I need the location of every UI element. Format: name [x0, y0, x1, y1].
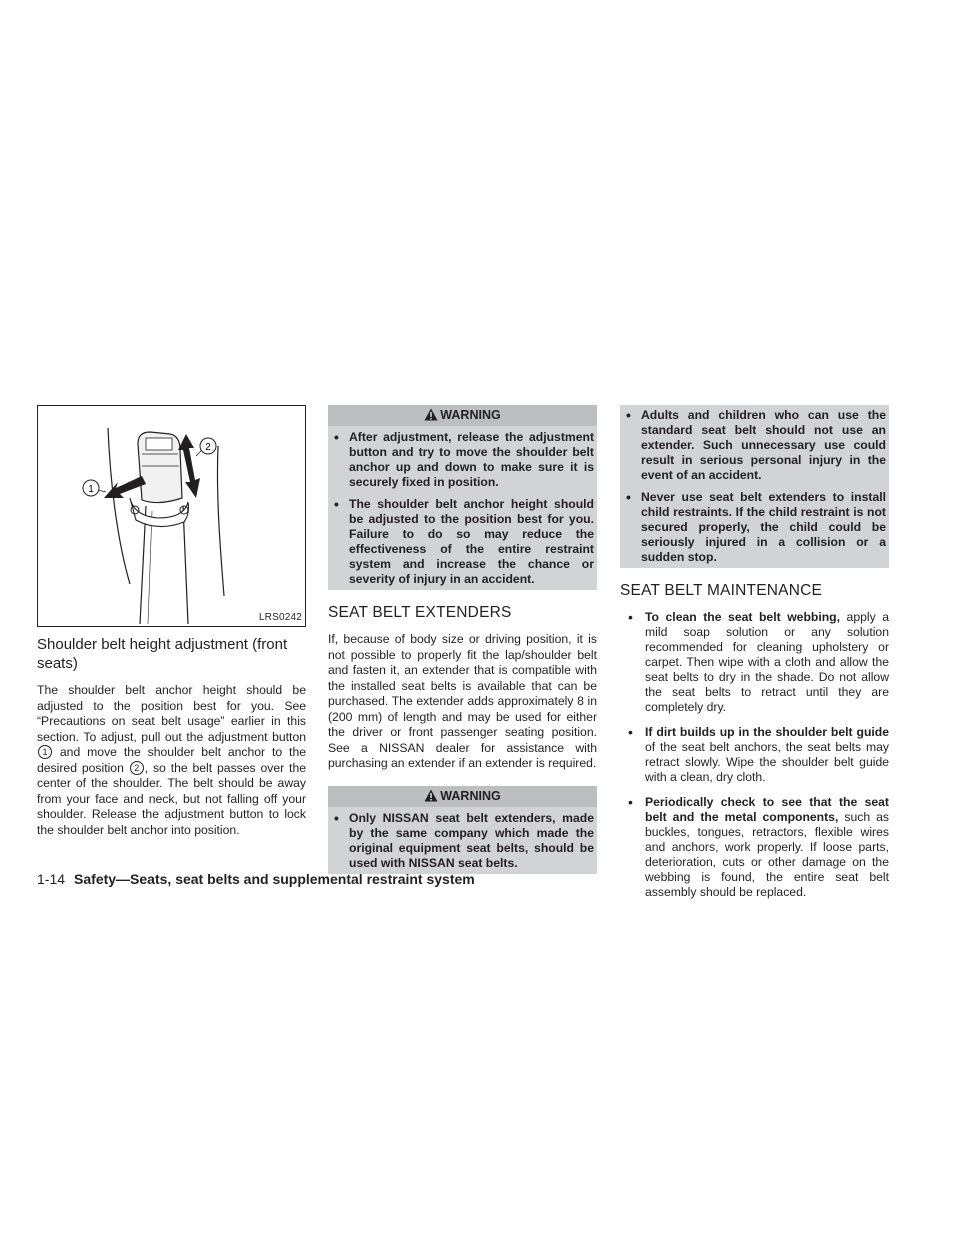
warning-box-continued — [620, 405, 889, 568]
figure-code: LRS0242 — [258, 612, 302, 623]
warning-list — [623, 408, 886, 565]
figure-caption: Shoulder belt height adjustment (front seats) — [37, 636, 288, 672]
column-2 — [328, 405, 597, 874]
paragraph-part-2: and move the shoulder belt anchor to the desired position — [37, 745, 307, 775]
section-title-extenders: SEAT BELT EXTENDERS — [328, 604, 512, 621]
warning-header — [328, 405, 597, 426]
warning-title: WARNING — [440, 408, 501, 422]
warning-list — [331, 811, 594, 871]
section-title-maintenance: SEAT BELT MAINTENANCE — [620, 582, 823, 599]
maintenance-item-lead: Periodically check to see that the seat belt and the metal components, — [645, 795, 889, 824]
paragraph-part-3: , so the belt passes over the center of the shoulder. The belt should be away from your face and neck, but not falling off your shoulder. Release the adjustment button to lock the shoulder belt anchor into position. — [37, 760, 306, 837]
callout-ref-1: 1 — [38, 745, 52, 759]
warning-item: • Only NISSAN seat belt extenders, made by the same company which made the original equipment seat belts, should be used with NISSAN seat belts. — [331, 811, 594, 871]
warning-title: WARNING — [440, 788, 501, 803]
seat-belt-illustration — [37, 405, 306, 627]
warning-box-extenders — [328, 786, 597, 874]
maintenance-item-text: apply a mild soap solution or any solution recommended for cleaning upholstery or carpet. Then wipe with a cloth and allow the seat belts to dry in the shade. Do not allow the seat belts to retract until they are completely dry. — [645, 610, 889, 714]
warning-triangle-icon — [424, 789, 438, 805]
page-footer — [37, 871, 475, 887]
adjustment-paragraph — [37, 683, 306, 838]
shoulder-belt-drawing — [38, 406, 305, 626]
maintenance-item-text: of the seat belt anchors, the seat belts may retract slowly. Wipe the shoulder belt guide with a clean, dry cloth. — [645, 740, 889, 784]
maintenance-item — [620, 795, 889, 900]
callout-1-label: 1 — [88, 484, 94, 495]
page-number: 1-14 — [37, 871, 66, 887]
section-footer-title: Safety—Seats, seat belts and supplemental restraint system — [74, 871, 475, 887]
warning-item: • The shoulder belt anchor height should be adjusted to the position best for you. Failure to do so may reduce the effectiveness of the entire restraint system and increase the chance or severity of injury in an accident. — [331, 497, 594, 587]
warning-header — [328, 786, 597, 807]
warning-box-adjustment — [328, 405, 597, 590]
extenders-paragraph: If, because of body size or driving position, it is not possible to properly fit the lap/shoulder belt and fasten it, an extender that is compatible with the installed seat belts is available that can be purchased. The extender adds approximately 8 in (200 mm) of length and may be used for either the driver or front passenger seating position. See a NISSAN dealer for assistance with purchasing an extender if an extender is required. — [328, 632, 597, 770]
column-1 — [37, 405, 306, 838]
maintenance-item — [620, 610, 889, 715]
maintenance-item-lead: To clean the seat belt webbing, — [645, 610, 840, 624]
warning-item: • Never use seat belt extenders to install child restraints. If the child restraint is not secured properly, the child could be seriously injured in a collision or a sudden stop. — [623, 490, 886, 565]
paragraph-part-1: The shoulder belt anchor height should be adjusted to the position best for you. See “Precautions on seat belt usage” earlier in this section. To adjust, pull out the adjustment button — [37, 683, 306, 744]
warning-item: • Adults and children who can use the standard seat belt should not use an extender. Such unnecessary use could result in serious personal injury in the event of an accident. — [623, 408, 886, 483]
maintenance-item-text: such as buckles, tongues, retractors, flexible wires and anchors, work properly. If loose parts, deterioration, cuts or other damage on the webbing is found, the entire seat belt assembly should be replaced. — [645, 810, 890, 899]
maintenance-item — [620, 725, 889, 785]
callout-2-label: 2 — [205, 442, 211, 453]
maintenance-item-lead: If dirt builds up in the shoulder belt guide — [645, 725, 889, 739]
warning-triangle-icon — [424, 408, 438, 424]
warning-list — [331, 430, 594, 587]
warning-item: • After adjustment, release the adjustment button and try to move the shoulder belt anchor up and down to make sure it is securely fixed in position. — [331, 430, 594, 490]
column-3 — [620, 405, 889, 910]
callout-ref-2: 2 — [130, 761, 144, 775]
maintenance-list — [620, 610, 889, 900]
